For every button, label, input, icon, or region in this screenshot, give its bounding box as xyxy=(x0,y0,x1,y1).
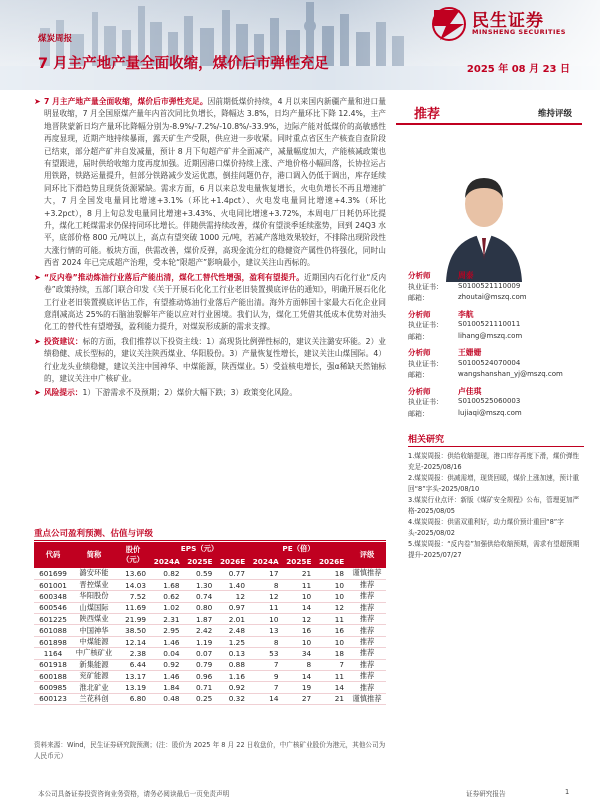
table-row xyxy=(34,579,386,590)
cell-price: 11.69 xyxy=(116,602,150,613)
divider xyxy=(408,446,584,447)
cell-eps-2026e: 2.48 xyxy=(216,625,249,636)
cell-name: 华阳股份 xyxy=(72,591,116,602)
col-header-pe-2026e: 2026E xyxy=(315,555,348,568)
cell-price: 14.03 xyxy=(116,579,150,590)
footer-label: 证券研究报告 xyxy=(466,790,506,798)
cell-eps-2024a: 0.62 xyxy=(150,591,184,602)
cell-eps-2026e: 1.16 xyxy=(216,671,249,682)
cell-name: 中煤能源 xyxy=(72,636,116,647)
rating-action: 维持评级 xyxy=(537,109,572,119)
cell-name: 淮北矿业 xyxy=(72,682,116,693)
analyst-cert: S0100521110011 xyxy=(458,320,521,328)
cell-pe-2025e: 14 xyxy=(282,671,315,682)
cell-eps-2025e: 0.07 xyxy=(184,648,217,659)
analyst-card xyxy=(408,309,588,344)
analyst-cert: S0100521110009 xyxy=(458,281,521,290)
table-source-note: 资料来源：Wind，民生证券研究院预测；(注：股价为 2025 年 8 月 22 日收盘价，中广核矿业股价为港元，其他公司为人民币元） xyxy=(34,741,386,760)
cell-rating: 推荐 xyxy=(348,625,386,636)
brand-name-en: MINSHENG SECURITIES xyxy=(472,28,566,36)
cell-eps-2026e: 0.13 xyxy=(216,648,249,659)
cell-price: 13.60 xyxy=(116,568,150,579)
related-research-title: 相关研究 xyxy=(408,435,445,445)
cell-eps-2024a: 2.31 xyxy=(150,614,184,625)
cell-pe-2026e: 11 xyxy=(315,671,348,682)
analyst-cert-label: 执业证书： xyxy=(408,359,443,368)
cell-rating: 谨慎推荐 xyxy=(348,693,386,704)
cell-eps-2024a: 1.46 xyxy=(150,636,184,647)
cell-rating: 推荐 xyxy=(348,591,386,602)
cell-pe-2026e: 12 xyxy=(315,602,348,613)
cell-pe-2025e: 8 xyxy=(282,659,315,670)
cell-price: 6.44 xyxy=(116,659,150,670)
cell-code: 600546 xyxy=(34,602,72,613)
cell-price: 13.19 xyxy=(116,682,150,693)
cell-name: 中国神华 xyxy=(72,625,116,636)
cell-name: 山煤国际 xyxy=(72,602,116,613)
table-row xyxy=(34,636,386,647)
cell-eps-2024a: 1.68 xyxy=(150,579,184,590)
cell-code: 601699 xyxy=(34,568,72,579)
col-header-rating: 评级 xyxy=(348,542,386,568)
cell-pe-2025e: 10 xyxy=(282,591,315,602)
cell-price: 13.17 xyxy=(116,671,150,682)
cell-pe-2025e: 34 xyxy=(282,648,315,659)
analyst-email[interactable]: lujiaqi@mszq.com xyxy=(458,408,522,417)
cell-pe-2024a: 8 xyxy=(249,636,283,647)
report-date: 2025 年 08 月 23 日 xyxy=(466,64,570,75)
divider xyxy=(34,540,386,541)
cell-eps-2024a: 2.95 xyxy=(150,625,184,636)
cell-rating: 推荐 xyxy=(348,614,386,625)
analyst-name: 卢佳琪 xyxy=(458,386,482,396)
cell-name: 新集能源 xyxy=(72,659,116,670)
cell-code: 601225 xyxy=(34,614,72,625)
col-header-price: 股价（元） xyxy=(116,542,150,568)
cell-pe-2024a: 7 xyxy=(249,682,283,693)
cell-rating: 推荐 xyxy=(348,671,386,682)
cell-eps-2025e: 0.71 xyxy=(184,682,217,693)
cell-eps-2025e: 0.74 xyxy=(184,591,217,602)
analyst-cert: S0100524070004 xyxy=(458,358,521,367)
cell-price: 21.99 xyxy=(116,614,150,625)
cell-price: 7.52 xyxy=(116,591,150,602)
chevron-right-icon: ➤ xyxy=(34,388,41,398)
brand-logo xyxy=(428,4,600,44)
cell-eps-2025e: 1.87 xyxy=(184,614,217,625)
cell-eps-2025e: 0.80 xyxy=(184,602,217,613)
cell-pe-2024a: 8 xyxy=(249,579,283,590)
cell-pe-2026e: 10 xyxy=(315,591,348,602)
analyst-role: 分析师 xyxy=(408,271,431,280)
cell-pe-2024a: 11 xyxy=(249,602,283,613)
cell-eps-2026e: 0.77 xyxy=(216,568,249,579)
cell-pe-2025e: 19 xyxy=(282,682,315,693)
analyst-mail-label: 邮箱： xyxy=(408,371,429,379)
cell-eps-2025e: 0.79 xyxy=(184,659,217,670)
cell-rating: 推荐 xyxy=(348,602,386,613)
analyst-role: 分析师 xyxy=(408,348,431,357)
cell-pe-2024a: 17 xyxy=(249,568,283,579)
cell-pe-2026e: 18 xyxy=(315,568,348,579)
rating-label: 推荐 xyxy=(414,107,441,122)
cell-name: 晋控煤业 xyxy=(72,579,116,590)
col-header-eps: EPS（元） xyxy=(150,542,249,555)
cell-name: 潞安环能 xyxy=(72,568,116,579)
cell-rating: 推荐 xyxy=(348,659,386,670)
analyst-card xyxy=(408,347,588,382)
cell-eps-2024a: 1.84 xyxy=(150,682,184,693)
cell-name: 兰花科创 xyxy=(72,693,116,704)
summary-paragraph-3: ➤ 投资建议：标的方面，我们推荐以下投资主线：1）高现货比例弹性标的，建议关注潞安环能。2）业绩稳健、成长型标的，建议关注陕西煤业、华阳股份。3）产量恢复性增长，建议关注山煤国际。4）行业龙头业绩稳健，建议关注中国神华、中煤能源，陕西煤业。5）受益核电增长，强α稀缺天然铀标的，建议关注中广核矿业。 xyxy=(34,336,386,383)
cell-pe-2024a: 12 xyxy=(249,591,283,602)
cell-code: 600348 xyxy=(34,591,72,602)
cell-eps-2025e: 1.19 xyxy=(184,636,217,647)
table-row xyxy=(34,568,386,579)
cell-eps-2026e: 2.01 xyxy=(216,614,249,625)
table-row xyxy=(34,602,386,613)
cell-eps-2026e: 0.92 xyxy=(216,682,249,693)
cell-price: 38.50 xyxy=(116,625,150,636)
col-header-eps-2024a: 2024A xyxy=(150,555,184,568)
table-row xyxy=(34,693,386,704)
cell-name: 陕西煤业 xyxy=(72,614,116,625)
cell-code: 601088 xyxy=(34,625,72,636)
cell-rating: 推荐 xyxy=(348,682,386,693)
table-row xyxy=(34,682,386,693)
footer-disclaimer: 本公司具备证券投资咨询业务资格，请务必阅读最后一页免责声明 xyxy=(38,790,230,798)
cell-eps-2025e: 2.42 xyxy=(184,625,217,636)
analyst-cert-label: 执业证书： xyxy=(408,398,443,406)
analyst-name: 周泰 xyxy=(458,271,474,280)
cell-pe-2025e: 14 xyxy=(282,602,315,613)
summary-section xyxy=(34,96,386,400)
table-row xyxy=(34,625,386,636)
analyst-email[interactable]: zhoutai@mszq.com xyxy=(458,293,527,301)
cell-pe-2025e: 21 xyxy=(282,568,315,579)
cell-eps-2026e: 0.32 xyxy=(216,693,249,704)
table-row xyxy=(34,671,386,682)
cell-eps-2025e: 1.30 xyxy=(184,579,217,590)
analyst-email[interactable]: wangshanshan_yj@mszq.com xyxy=(458,370,563,378)
analyst-email[interactable]: lihang@mszq.com xyxy=(458,331,523,340)
col-header-eps-2025e: 2025E xyxy=(184,555,217,568)
cell-pe-2024a: 14 xyxy=(249,693,283,704)
cell-pe-2026e: 11 xyxy=(315,614,348,625)
related-research-link[interactable]: 5.煤炭周报：“反内卷”加强供给收缩预期，需求有望超预期提升-2025/07/27 xyxy=(408,540,580,559)
analyst-list xyxy=(408,270,588,420)
rating-box xyxy=(396,101,582,125)
analyst-cert: S0100525060003 xyxy=(458,397,521,405)
cell-price: 6.80 xyxy=(116,693,150,704)
table-row xyxy=(34,614,386,625)
cell-code: 600188 xyxy=(34,671,72,682)
analyst-card xyxy=(408,386,588,421)
cell-pe-2026e: 10 xyxy=(315,579,348,590)
analyst-role: 分析师 xyxy=(408,309,431,319)
cell-code: 600123 xyxy=(34,693,72,704)
cell-eps-2024a: 0.04 xyxy=(150,648,184,659)
table-body xyxy=(34,568,386,705)
cell-eps-2026e: 12 xyxy=(216,591,249,602)
summary-paragraph-2: ➤ “反内卷”推动炼油行业落后产能出清，煤化工替代性增强，盈利有望提升。近期国内石化行业“反内卷”政策持续，五部门联合印发《关于开展石化化工行业老旧装置摸底评估的通知》，明确开展石化化工行业老旧装置摸底评估工作，有望推动炼油行业落后产能出清。海外方面韩国十家最大石化企业同意削减高达 25%的石脑油裂解年产能以应对行业困境。我们认为，煤化工凭借其低成本优势对油头化工的替代性有望增强，盈利能力提升，对煤炭形成新的需求支撑。 xyxy=(34,272,387,332)
cell-eps-2026e: 0.88 xyxy=(216,659,249,670)
analyst-cert-label: 执业证书： xyxy=(408,282,443,291)
analyst-name: 王姗姗 xyxy=(458,348,482,357)
related-research-list xyxy=(408,451,584,561)
table-title: 重点公司盈利预测、估值与评级 xyxy=(34,529,154,539)
related-research-link[interactable]: 4.煤炭周报：供需双重利好，动力煤价预计重回“8”字头-2025/08/02 xyxy=(408,518,564,537)
report-header xyxy=(0,0,600,90)
cell-eps-2024a: 1.02 xyxy=(150,602,184,613)
analyst-photo xyxy=(438,164,530,282)
report-category: 煤炭周报 xyxy=(38,34,73,44)
summary-paragraph-1: ➤ 7 月主产地产量全面收缩，煤价后市弹性充足。因前期低煤价持续，4 月以来国内新疆产量和进口量明显收缩，7 月全国原煤产量年内首次同比负增长，降幅达 3.8%，日均产量环比下降 12.4%，主产地晋陕蒙新日均产量环比降幅分别为-8.9%/-7.2%/-10.8%/-33.9%，边际产能对低煤价的高敏感性再度显现，近期产地持续暴雨，露天矿生产受限，供应进一步收紧。同时重点省区生产核查自查阶段已结束，部分超产矿井自发减量，预计 8 月下旬超产矿井全面减产，减量幅度加大，产能核减政策也有望跟进，届时供给收缩力度再度加强。近期因港口煤价持续上涨、产地价格小幅回落，长协拉运占用铁路，铁路运量提升，但部分铁路减少发运优惠，倒挂问题仍存，港口调入仍低于调出，库存延续同环比下滑趋势且现货货源紧缺。需求方面，6 月以来总发电量恢复增长，火电负增长不再且增速扩大，7 月全国发电量同比增速+3.1%（环比+1.4pct）、火电发电量同比增速+4.3%（环比+3.2pct），8 月上旬总发电量同比增速+3.43%、火电同比增速+3.72%，本周电厂日耗仍环比提升，煤化工耗煤需求仍保持同环比增长。伴随供需持续改善，煤价有望淡季延续涨势，回到 24Q3 水平，底部价格 800 元/吨以上，高点有望突破 1000 元/吨，若减产落地效果较好，不排除出现阶段性大涨行情的可能。板块方面，供需改善，煤价反弹，高现金流分红的稳健资产属性仍将强化，同时山西省 2024 年已完成超产治理，受本轮“限超产”影响最小，建议关注山西标的。 xyxy=(34,97,386,268)
cell-eps-2026e: 0.97 xyxy=(216,602,249,613)
cell-pe-2025e: 12 xyxy=(282,614,315,625)
cell-name: 兖矿能源 xyxy=(72,671,116,682)
cell-pe-2024a: 13 xyxy=(249,625,283,636)
cell-pe-2026e: 7 xyxy=(315,659,348,670)
cell-pe-2026e: 10 xyxy=(315,636,348,647)
chevron-right-icon: ➤ xyxy=(34,97,41,106)
cell-eps-2025e: 0.59 xyxy=(184,568,217,579)
analyst-card xyxy=(408,270,588,305)
cell-name: 中广核矿业 xyxy=(72,648,116,659)
cell-code: 601001 xyxy=(34,579,72,590)
cell-pe-2025e: 27 xyxy=(282,693,315,704)
cell-eps-2026e: 1.25 xyxy=(216,636,249,647)
col-header-code: 代码 xyxy=(34,542,72,568)
table-row xyxy=(34,591,386,602)
cell-eps-2024a: 0.48 xyxy=(150,693,184,704)
col-header-name: 简称 xyxy=(72,542,116,568)
cell-pe-2025e: 11 xyxy=(282,579,315,590)
cell-eps-2024a: 1.46 xyxy=(150,671,184,682)
cell-pe-2024a: 10 xyxy=(249,614,283,625)
cell-eps-2024a: 0.92 xyxy=(150,659,184,670)
table-row xyxy=(34,659,386,670)
cell-code: 601898 xyxy=(34,636,72,647)
table-row xyxy=(34,648,386,659)
analyst-mail-label: 邮箱： xyxy=(408,332,429,341)
summary-paragraph-4: ➤ 风险提示：1）下游需求不及预期；2）煤价大幅下跌；3）政策变化风险。 xyxy=(34,387,386,399)
cell-code: 1164 xyxy=(34,648,72,659)
col-header-pe-2025e: 2025E xyxy=(282,555,315,568)
brand-name: 民生证券 xyxy=(472,11,544,31)
earnings-forecast-table xyxy=(34,542,386,705)
analyst-cert-label: 执业证书： xyxy=(408,321,443,329)
cell-price: 12.14 xyxy=(116,636,150,647)
page-number: 1 xyxy=(565,788,570,796)
cell-pe-2024a: 53 xyxy=(249,648,283,659)
analyst-mail-label: 邮箱： xyxy=(408,409,429,418)
cell-price: 2.38 xyxy=(116,648,150,659)
col-header-pe-2024a: 2024A xyxy=(249,555,283,568)
chevron-right-icon: ➤ xyxy=(34,336,41,346)
report-title: 7 月主产地产量全面收缩，煤价后市弹性充足 xyxy=(38,56,329,72)
cell-eps-2025e: 0.96 xyxy=(184,671,217,682)
related-research-link[interactable]: 2.煤炭周报：供减需增，现货回暖，煤价上涨加速，预计重回“8”字头-2025/08/10 xyxy=(408,474,580,493)
analyst-mail-label: 邮箱： xyxy=(408,294,429,302)
cell-rating: 谨慎推荐 xyxy=(348,568,386,579)
related-research-link[interactable]: 1.煤炭周报：供给收缩提现，港口库存再度下滑，煤价弹性充足-2025/08/16 xyxy=(408,452,580,471)
cell-pe-2025e: 10 xyxy=(282,636,315,647)
cell-pe-2026e: 14 xyxy=(315,682,348,693)
cell-rating: 推荐 xyxy=(348,648,386,659)
col-header-eps-2026e: 2026E xyxy=(216,555,249,568)
related-research-link[interactable]: 3.煤炭行业点评：新版《煤矿安全规程》公布，管理更加严格-2025/08/05 xyxy=(408,496,580,515)
analyst-name: 李航 xyxy=(458,309,474,319)
cell-rating: 推荐 xyxy=(348,636,386,647)
col-header-pe: PE（倍） xyxy=(249,542,348,555)
brand-logo-icon xyxy=(430,6,468,42)
cell-rating: 推荐 xyxy=(348,579,386,590)
cell-pe-2026e: 21 xyxy=(315,693,348,704)
cell-code: 601918 xyxy=(34,659,72,670)
cell-pe-2026e: 18 xyxy=(315,648,348,659)
cell-pe-2024a: 9 xyxy=(249,671,283,682)
analyst-role: 分析师 xyxy=(408,386,431,396)
cell-pe-2024a: 7 xyxy=(249,659,283,670)
cell-pe-2026e: 16 xyxy=(315,625,348,636)
cell-eps-2026e: 1.40 xyxy=(216,579,249,590)
chevron-right-icon: ➤ xyxy=(34,272,41,282)
cell-eps-2024a: 0.82 xyxy=(150,568,184,579)
cell-eps-2025e: 0.25 xyxy=(184,693,217,704)
cell-pe-2025e: 16 xyxy=(282,625,315,636)
cell-code: 600985 xyxy=(34,682,72,693)
